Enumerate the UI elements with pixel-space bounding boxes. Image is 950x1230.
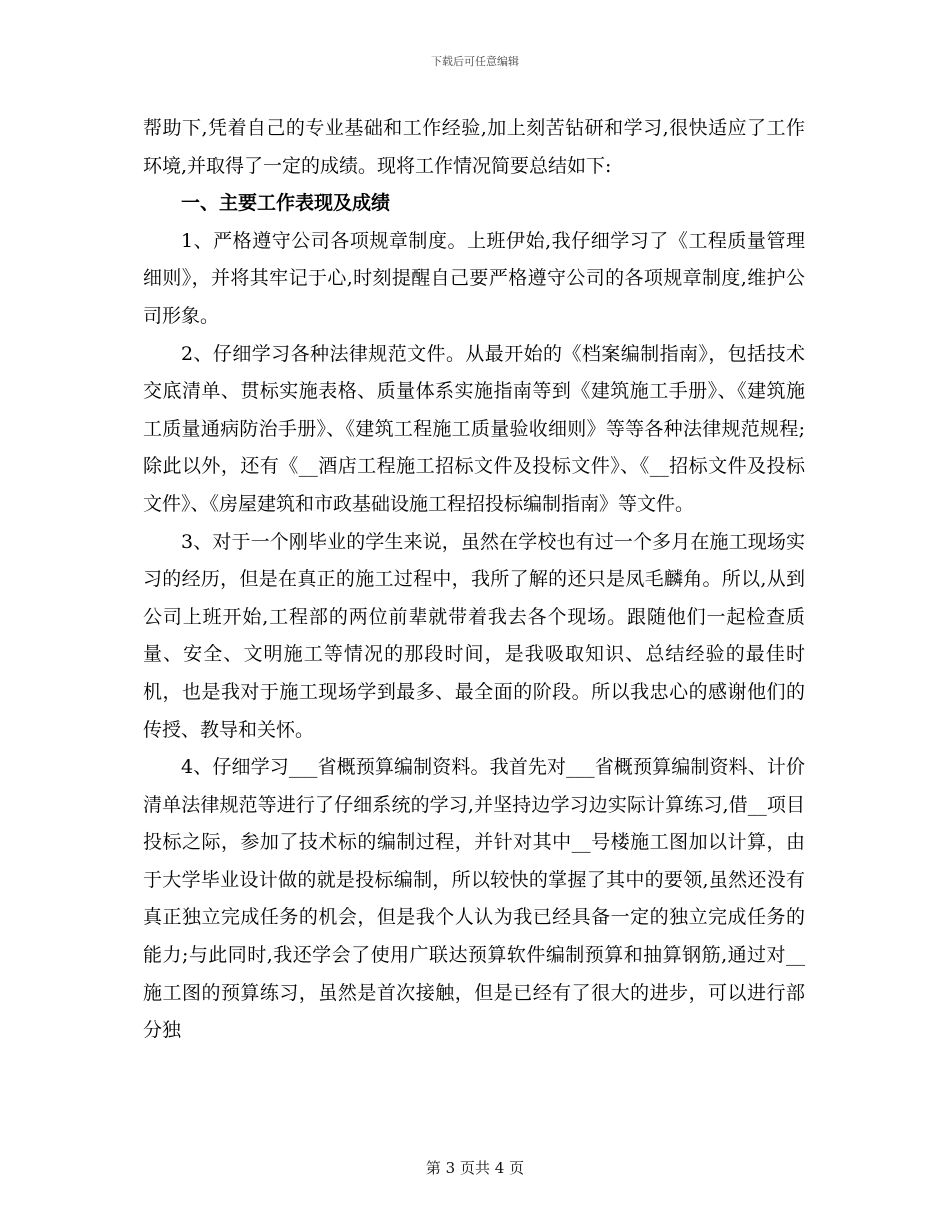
paragraph-1: 1、严格遵守公司各项规章制度。上班伊始,我仔细学习了《工程质量管理细则》，并将其牢记于心,时刻提醒自己要严格遵守公司的各项规章制度,维护公司形象。 [143,229,805,327]
section-heading: 一、主要工作表现及成绩 [181,192,391,215]
page-header: 下载后可任意编辑 [431,55,519,68]
paragraph-2: 2、仔细学习各种法律规范文件。从最开始的《档案编制指南》，包括技术交底清单、贯标实施表格、质量体系实施指南等到《建筑施工手册》、《建筑施工质量通病防治手册》、《建筑工程施工质量验收细则》等等各种法律规范规程;除此以外，还有《__酒店工程施工招标文件及投标文件》、《__招标文件及投标文件》、《房屋建筑和市政基础设施工程招投标编制指南》等文件。 [143,342,805,515]
paragraph-3: 3、对于一个刚毕业的学生来说，虽然在学校也有过一个多月在施工现场实习的经历，但是在真正的施工过程中，我所了解的还只是凤毛麟角。所以,从到公司上班开始,工程部的两位前辈就带着我去各个现场。跟随他们一起检查质量、安全、文明施工等情况的那段时间，是我吸取知识、总结经验的最佳时机，也是我对于施工现场学到最多、最全面的阶段。所以我忠心的感谢他们的传授、教导和关怀。 [143,530,805,741]
page-number-footer: 第 3 页共 4 页 [425,1159,525,1177]
document-body [143,110,805,1050]
intro-paragraph: 帮助下,凭着自己的专业基础和工作经验,加上刻苦钻研和学习,很快适应了工作环境,并取得了一定的成绩。现将工作情况简要总结如下: [143,117,805,177]
paragraph-4: 4、仔细学习___省概预算编制资料。我首先对___省概预算编制资料、计价清单法律规范等进行了仔细系统的学习,并坚持边学习边实际计算练习,借__项目投标之际，参加了技术标的编制过程，并针对其中__号楼施工图加以计算，由于大学毕业设计做的就是投标编制，所以较快的掌握了其中的要领,虽然还没有真正独立完成任务的机会，但是我个人认为我已经具备一定的独立完成任务的能力;与此同时,我还学会了使用广联达预算软件编制预算和抽算钢筋,通过对__施工图的预算练习，虽然是首次接触，但是已经有了很大的进步，可以进行部分独 [143,756,805,1042]
